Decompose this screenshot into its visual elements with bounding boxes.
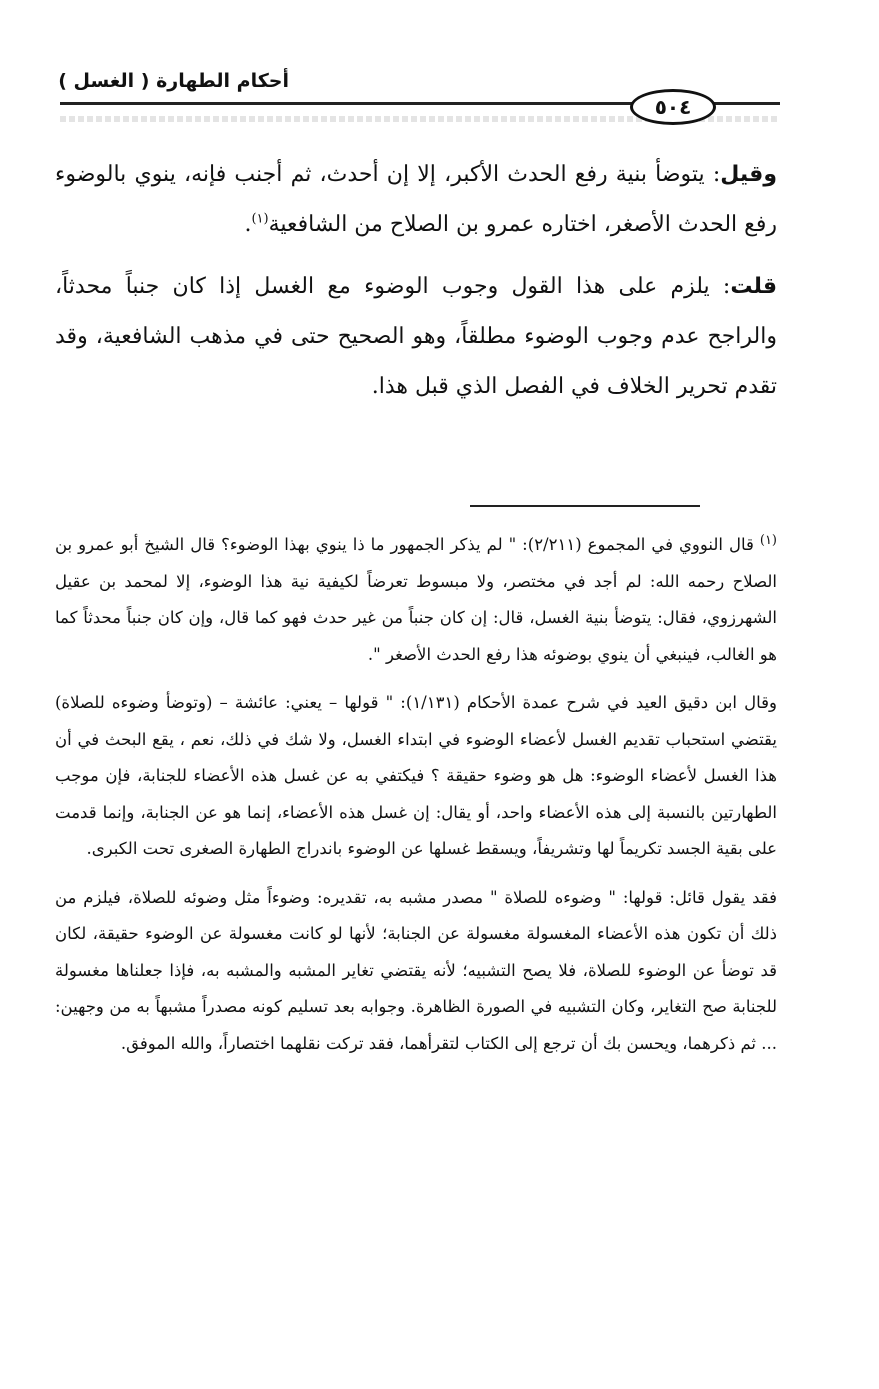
paragraph-qila	[55, 150, 777, 250]
paragraph-end: .	[244, 212, 252, 237]
footnote-reference[interactable]: (١)	[251, 211, 269, 227]
footnote-paragraph: وقال ابن دقيق العيد في شرح عمدة الأحكام (١/١٣١): " قولها – يعني: عائشة – (وتوضأ وضوءه للصلاة) يقتضي استحباب تقديم الغسل لأعضاء الوضوء في ابتداء الغسل، ولا شك في ذلك، نعم ، يقع البحث في أن هذا الغسل لأعضاء الوضوء: هل هو وضوء حقيقة ؟ فيكتفي به عن غسل هذه الأعضاء للجنابة، فإن موجب الطهارتين بالنسبة إلى هذه الأعضاء واحد، أو يقال: إن غسل هذه الأعضاء، إنما هو عن الجنابة، وإنما قدمت على بقية الجسد تكريماً لها وتشريفاً، ويسقط غسلها عن الوضوء باندراج الطهارة الصغرى تحت الكبرى.	[55, 693, 777, 858]
footnote-text: قال النووي في المجموع (٢/٢١١): " لم يذكر الجمهور ما ذا ينوي بهذا الوضوء؟ قال الشيخ أبو عمرو بن الصلاح رحمه الله: لم أجد في مختصر، ولا مبسوط تعرضاً لكيفية نية هذا الوضوء، إلا لمحمد بن عقيل الشهرزوي، فقال: يتوضأ بنية الغسل، قال: إن كان جنباً من غير حدث فهو كما قال، وإن كان جنباً محدثاً كما هو الغالب، فينبغي أن ينوي بوضوئه هذا رفع الحدث الأصغر ".	[55, 535, 777, 664]
paragraph-lead-qultu: قلت	[730, 274, 777, 299]
main-text	[55, 150, 777, 424]
footnote-marker: (١)	[759, 532, 777, 548]
page-number-badge: ٥٠٤	[630, 89, 716, 125]
paragraph-qultu	[55, 262, 777, 412]
paragraph-lead-qila: وقيل	[720, 162, 777, 187]
footnote-separator	[470, 505, 700, 507]
paragraph-body: : يتوضأ بنية رفع الحدث الأكبر، إلا إن أحدث، ثم أجنب فإنه، ينوي بالوضوء رفع الحدث الأصغر، اختاره عمرو بن الصلاح من الشافعية	[55, 162, 777, 237]
footnote-paragraph: فقد يقول قائل: قولها: " وضوءه للصلاة " مصدر مشبه به، تقديره: وضوءاً مثل وضوئه للصلاة، فيلزم من ذلك أن تكون هذه الأعضاء المغسولة مغسولة عن الجنابة؛ لأنها لو كانت مغسولة عن الوضوء حقيقة، لكان قد توضأ عن الوضوء للصلاة، فلا يصح التشبيه؛ لأنه يقتضي تغاير المشبه والمشبه به، فإذا جعلناها مغسولة للجنابة صح التغاير، وكان التشبيه في الصورة الظاهرة. وجوابه بعد تسليم كونه مصدراً مشبهاً به من وجهين: ... ثم ذكرهما، ويحسن بك أن ترجع إلى الكتاب لتقرأهما، فقد تركت نقلهما اختصاراً، والله الموفق.	[55, 887, 777, 1053]
footnote-1	[55, 527, 777, 673]
paragraph-body: : يلزم على هذا القول وجوب الوضوء مع الغسل إذا كان جنباً محدثاً، والراجح عدم وجوب الوضوء مطلقاً، وهو الصحيح حتى في مذهب الشافعية، وقد تقدم تحرير الخلاف في الفصل الذي قبل هذا.	[55, 274, 777, 399]
footnotes	[55, 527, 777, 1074]
running-header-title: أحكام الطهارة ( الغسل )	[58, 70, 289, 92]
